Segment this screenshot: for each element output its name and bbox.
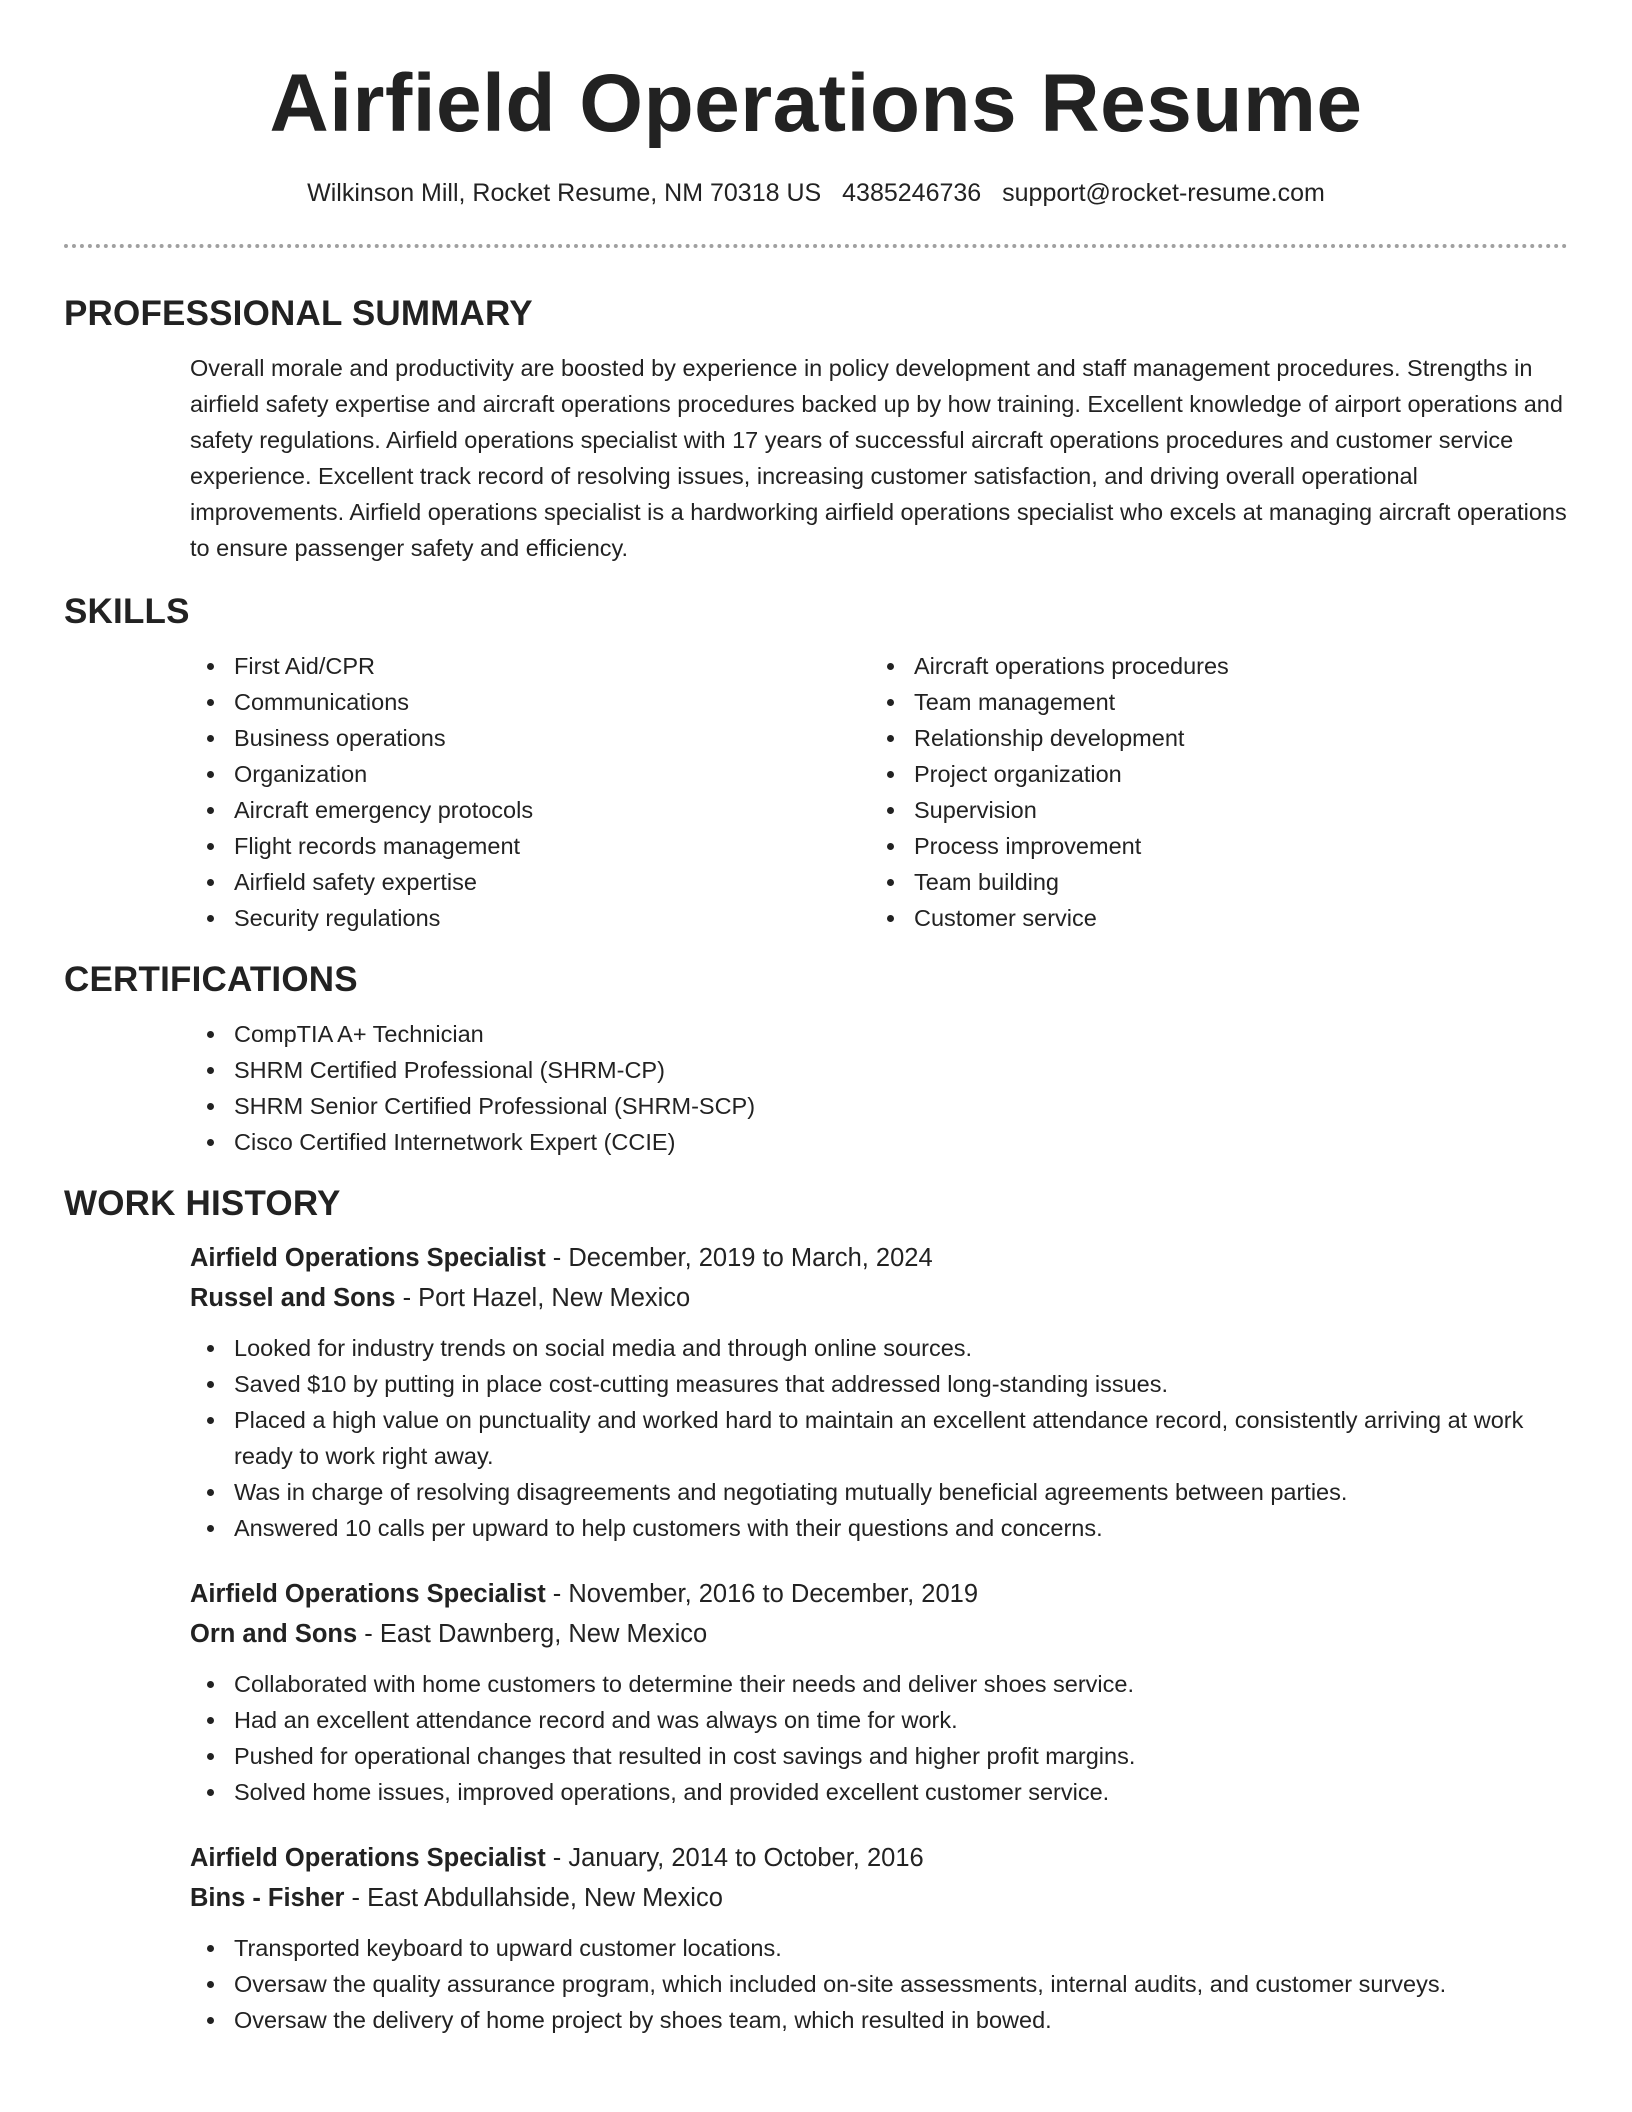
- certification-item: SHRM Certified Professional (SHRM-CP): [190, 1052, 1568, 1088]
- job-bullets: [190, 1666, 1568, 1810]
- certifications-list: [190, 1016, 1568, 1160]
- section-title-certifications: CERTIFICATIONS: [64, 960, 358, 999]
- job-bullet: Had an excellent attendance record and was always on time for work.: [190, 1702, 1568, 1738]
- job-role: Airfield Operations Specialist: [190, 1244, 546, 1272]
- job-title-line: [190, 1838, 1568, 1878]
- skill-item: Team management: [870, 684, 1550, 720]
- job-title-line: [190, 1238, 1568, 1278]
- job-location: - Port Hazel, New Mexico: [395, 1284, 691, 1312]
- job-company: Orn and Sons: [190, 1620, 358, 1648]
- contact-phone: 4385246736: [842, 179, 982, 207]
- job-bullet: Solved home issues, improved operations, and provided excellent customer service.: [190, 1774, 1568, 1810]
- job-bullet: Oversaw the delivery of home project by shoes team, which resulted in bowed.: [190, 2002, 1568, 2038]
- job-dates: - November, 2016 to December, 2019: [545, 1580, 979, 1608]
- job-role: Airfield Operations Specialist: [190, 1580, 546, 1608]
- skill-item: Customer service: [870, 900, 1550, 936]
- job-dates: - December, 2019 to March, 2024: [545, 1244, 933, 1272]
- job-title-line: [190, 1574, 1568, 1614]
- skills-grid: [190, 648, 1568, 936]
- skills-list-right: [870, 648, 1550, 936]
- job-entry: [190, 1838, 1568, 2038]
- job-bullets: [190, 1930, 1568, 2038]
- skill-item: First Aid/CPR: [190, 648, 870, 684]
- job-entry: [190, 1574, 1568, 1810]
- skill-item: Airfield safety expertise: [190, 864, 870, 900]
- certification-item: SHRM Senior Certified Professional (SHRM-SCP): [190, 1088, 1568, 1124]
- skill-item: Team building: [870, 864, 1550, 900]
- certification-item: Cisco Certified Internetwork Expert (CCIE): [190, 1124, 1568, 1160]
- contact-line: [64, 176, 1568, 210]
- skill-item: Project organization: [870, 756, 1550, 792]
- section-title-skills: SKILLS: [64, 592, 190, 631]
- skill-item: Organization: [190, 756, 870, 792]
- job-entry: [190, 1238, 1568, 1546]
- resume-title: Airfield Operations Resume: [269, 58, 1363, 149]
- job-bullet: Looked for industry trends on social media and through online sources.: [190, 1330, 1568, 1366]
- job-bullet: Was in charge of resolving disagreements and negotiating mutually beneficial agreements between parties.: [190, 1474, 1568, 1510]
- job-bullet: Answered 10 calls per upward to help customers with their questions and concerns.: [190, 1510, 1568, 1546]
- job-company: Bins - Fisher: [190, 1884, 345, 1912]
- skill-item: Flight records management: [190, 828, 870, 864]
- job-bullet: Pushed for operational changes that resulted in cost savings and higher profit margins.: [190, 1738, 1568, 1774]
- job-bullet: Oversaw the quality assurance program, which included on-site assessments, internal audits, and customer surveys.: [190, 1966, 1568, 2002]
- skill-item: Relationship development: [870, 720, 1550, 756]
- job-role: Airfield Operations Specialist: [190, 1844, 546, 1872]
- skills-list-left: [190, 648, 870, 936]
- section-title-summary: PROFESSIONAL SUMMARY: [64, 294, 533, 333]
- job-dates: - January, 2014 to October, 2016: [545, 1844, 924, 1872]
- job-location: - East Abdullahside, New Mexico: [344, 1884, 723, 1912]
- job-location: - East Dawnberg, New Mexico: [357, 1620, 708, 1648]
- skill-item: Security regulations: [190, 900, 870, 936]
- skill-item: Business operations: [190, 720, 870, 756]
- job-company-line: [190, 1878, 1568, 1918]
- skill-item: Aircraft operations procedures: [870, 648, 1550, 684]
- job-bullet: Collaborated with home customers to determine their needs and deliver shoes service.: [190, 1666, 1568, 1702]
- skill-item: Aircraft emergency protocols: [190, 792, 870, 828]
- job-bullet: Saved $10 by putting in place cost-cutting measures that addressed long-standing issues.: [190, 1366, 1568, 1402]
- job-bullets: [190, 1330, 1568, 1546]
- job-company-line: [190, 1614, 1568, 1654]
- contact-address: Wilkinson Mill, Rocket Resume, NM 70318 US: [307, 179, 822, 207]
- certification-item: CompTIA A+ Technician: [190, 1016, 1568, 1052]
- skill-item: Communications: [190, 684, 870, 720]
- job-company: Russel and Sons: [190, 1284, 396, 1312]
- skill-item: Process improvement: [870, 828, 1550, 864]
- job-bullet: Transported keyboard to upward customer locations.: [190, 1930, 1568, 1966]
- job-company-line: [190, 1278, 1568, 1318]
- summary-text: Overall morale and productivity are boosted by experience in policy development and staff management procedures. Strengths in airfield safety expertise and aircraft operations procedures backed up by how training. Excellent knowledge of airport operations and safety regulations. Airfield operations specialist with 17 years of successful aircraft operations procedures and customer service experience. Excellent track record of resolving issues, increasing customer satisfaction, and driving overall operational improvements. Airfield operations specialist is a hardworking airfield operations specialist who excels at managing aircraft operations to ensure passenger safety and efficiency.: [190, 355, 1567, 561]
- header-divider: [64, 244, 1568, 248]
- skill-item: Supervision: [870, 792, 1550, 828]
- job-bullet: Placed a high value on punctuality and worked hard to maintain an excellent attendance record, consistently arriving at work ready to work right away.: [190, 1402, 1568, 1474]
- contact-email: support@rocket-resume.com: [1002, 179, 1325, 207]
- section-title-work-history: WORK HISTORY: [64, 1184, 341, 1223]
